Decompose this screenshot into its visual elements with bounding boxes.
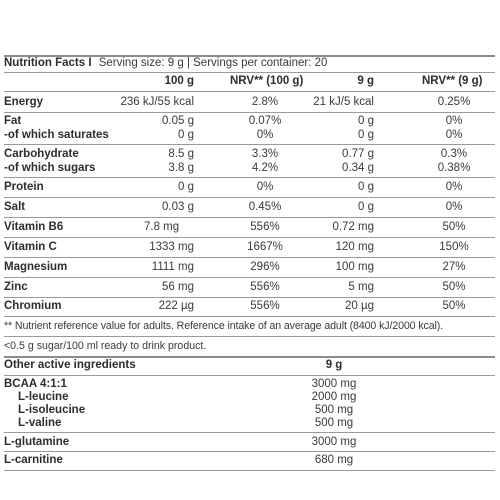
cell-fat-nrv100: 0.07% bbox=[248, 115, 282, 127]
ingredient-value-glutamine: 3000 mg bbox=[311, 436, 357, 448]
cell-saturates-9g: 0 g bbox=[358, 129, 374, 141]
cell-sugars-100g: 3.8 g bbox=[168, 162, 194, 174]
rule bbox=[4, 257, 495, 258]
cell-carbohydrate-nrv9: 0.3% bbox=[440, 148, 468, 160]
cell-chromium-nrv9: 50% bbox=[442, 300, 466, 312]
ingredient-label-leucine: L-leucine bbox=[18, 391, 69, 403]
row-label-zinc: Zinc bbox=[4, 281, 28, 293]
row-label-saturates: -of which saturates bbox=[4, 129, 109, 141]
rule bbox=[4, 197, 495, 198]
cell-salt-nrv9: 0% bbox=[445, 201, 463, 213]
cell-salt-nrv100: 0.45% bbox=[248, 201, 282, 213]
table-title bbox=[4, 57, 327, 69]
rule bbox=[4, 217, 495, 218]
rule bbox=[4, 451, 495, 452]
cell-magnesium-100g: 1111 mg bbox=[151, 261, 194, 273]
cell-vitamin-c-nrv9: 150% bbox=[439, 241, 469, 253]
cell-zinc-nrv9: 50% bbox=[442, 281, 466, 293]
serving-info: Serving size: 9 g | Servings per container: 20 bbox=[98, 57, 328, 69]
cell-chromium-nrv100: 556% bbox=[250, 300, 280, 312]
col-header-nrv-100g: NRV** (100 g) bbox=[230, 75, 304, 87]
ingredient-label-carnitine: L-carnitine bbox=[4, 454, 63, 466]
cell-vitamin-c-nrv100: 1667% bbox=[247, 241, 283, 253]
ingredient-label-isoleucine: L-isoleucine bbox=[18, 404, 86, 416]
cell-energy-100g: 236 kJ/55 kcal bbox=[120, 96, 194, 108]
cell-fat-nrv9: 0% bbox=[445, 115, 463, 127]
row-label-carbohydrate: Carbohydrate bbox=[4, 148, 79, 160]
other-ingredients-header: Other active ingredients bbox=[4, 359, 136, 371]
rule bbox=[4, 277, 495, 278]
cell-energy-nrv100: 2.8% bbox=[251, 96, 279, 108]
row-label-vitamin-c: Vitamin C bbox=[4, 241, 57, 253]
rule bbox=[4, 316, 495, 317]
cell-carbohydrate-9g: 0.77 g bbox=[342, 148, 374, 160]
cell-magnesium-nrv9: 27% bbox=[442, 261, 466, 273]
cell-salt-100g: 0.03 g bbox=[162, 201, 194, 213]
row-label-sugars: -of which sugars bbox=[4, 162, 96, 174]
title-text: Nutrition Facts I bbox=[4, 57, 92, 69]
cell-protein-nrv9: 0% bbox=[445, 181, 463, 193]
cell-sugars-9g: 0.34 g bbox=[342, 162, 374, 174]
cell-saturates-100g: 0 g bbox=[178, 129, 194, 141]
cell-zinc-nrv100: 556% bbox=[250, 281, 280, 293]
other-ingredients-col-9g: 9 g bbox=[325, 359, 343, 371]
cell-magnesium-nrv100: 296% bbox=[250, 261, 280, 273]
cell-zinc-100g: 56 mg bbox=[162, 281, 194, 293]
bottom-rule bbox=[4, 470, 495, 471]
rule bbox=[4, 432, 495, 433]
cell-vitamin-b6-9g: 0.72 mg bbox=[332, 221, 374, 233]
rule bbox=[4, 177, 495, 178]
cell-fat-9g: 0 g bbox=[358, 115, 374, 127]
cell-protein-9g: 0 g bbox=[358, 181, 374, 193]
row-label-magnesium: Magnesium bbox=[4, 261, 68, 273]
cell-sugars-nrv9: 0.38% bbox=[437, 162, 471, 174]
footnote-sugar: <0.5 g sugar/100 ml ready to drink product. bbox=[4, 340, 207, 352]
ingredient-label-glutamine: L-glutamine bbox=[4, 436, 70, 448]
rule bbox=[4, 297, 495, 298]
rule bbox=[4, 237, 495, 238]
cell-vitamin-b6-100g: 7.8 mg bbox=[144, 221, 180, 233]
rule bbox=[4, 91, 495, 92]
row-label-protein: Protein bbox=[4, 181, 44, 193]
cell-carbohydrate-100g: 8.5 g bbox=[168, 148, 194, 160]
ingredient-label-valine: L-valine bbox=[18, 417, 62, 429]
row-label-vitamin-b6: Vitamin B6 bbox=[4, 221, 64, 233]
rule bbox=[4, 144, 495, 145]
cell-saturates-nrv100: 0% bbox=[256, 129, 274, 141]
cell-energy-nrv9: 0.25% bbox=[437, 96, 471, 108]
ingredient-value-carnitine: 680 mg bbox=[314, 454, 354, 466]
rule bbox=[4, 112, 495, 113]
col-header-100g: 100 g bbox=[164, 75, 194, 87]
cell-vitamin-b6-nrv100: 556% bbox=[250, 221, 280, 233]
cell-protein-100g: 0 g bbox=[178, 181, 194, 193]
cell-fat-100g: 0.05 g bbox=[162, 115, 194, 127]
col-header-9g: 9 g bbox=[357, 75, 374, 87]
cell-carbohydrate-nrv100: 3.3% bbox=[251, 148, 279, 160]
cell-magnesium-9g: 100 mg bbox=[335, 261, 374, 273]
cell-chromium-9g: 20 µg bbox=[344, 300, 374, 312]
cell-salt-9g: 0 g bbox=[358, 201, 374, 213]
cell-saturates-nrv9: 0% bbox=[445, 129, 463, 141]
row-label-fat: Fat bbox=[4, 115, 22, 127]
row-label-energy: Energy bbox=[4, 96, 43, 108]
cell-protein-nrv100: 0% bbox=[256, 181, 274, 193]
cell-sugars-nrv100: 4.2% bbox=[251, 162, 279, 174]
rule bbox=[4, 375, 495, 376]
footnote-nrv: ** Nutrient reference value for adults. Reference intake of an average adult (8400 kJ/2000 kcal). bbox=[4, 320, 444, 332]
ingredient-value-leucine: 2000 mg bbox=[311, 391, 357, 403]
row-label-chromium: Chromium bbox=[4, 300, 62, 312]
ingredient-value-valine: 500 mg bbox=[314, 417, 354, 429]
row-label-salt: Salt bbox=[4, 201, 26, 213]
rule bbox=[4, 72, 495, 73]
cell-vitamin-c-100g: 1333 mg bbox=[149, 241, 194, 253]
col-header-nrv-9g: NRV** (9 g) bbox=[422, 75, 483, 87]
cell-energy-9g: 21 kJ/5 kcal bbox=[313, 96, 374, 108]
cell-vitamin-b6-nrv9: 50% bbox=[442, 221, 466, 233]
cell-vitamin-c-9g: 120 mg bbox=[335, 241, 374, 253]
cell-chromium-100g: 222 µg bbox=[158, 300, 194, 312]
rule bbox=[4, 336, 495, 337]
ingredient-value-isoleucine: 500 mg bbox=[314, 404, 354, 416]
cell-zinc-9g: 5 mg bbox=[348, 281, 374, 293]
ingredient-label-bcaa: BCAA 4:1:1 bbox=[4, 378, 67, 390]
ingredient-value-bcaa: 3000 mg bbox=[311, 378, 357, 390]
